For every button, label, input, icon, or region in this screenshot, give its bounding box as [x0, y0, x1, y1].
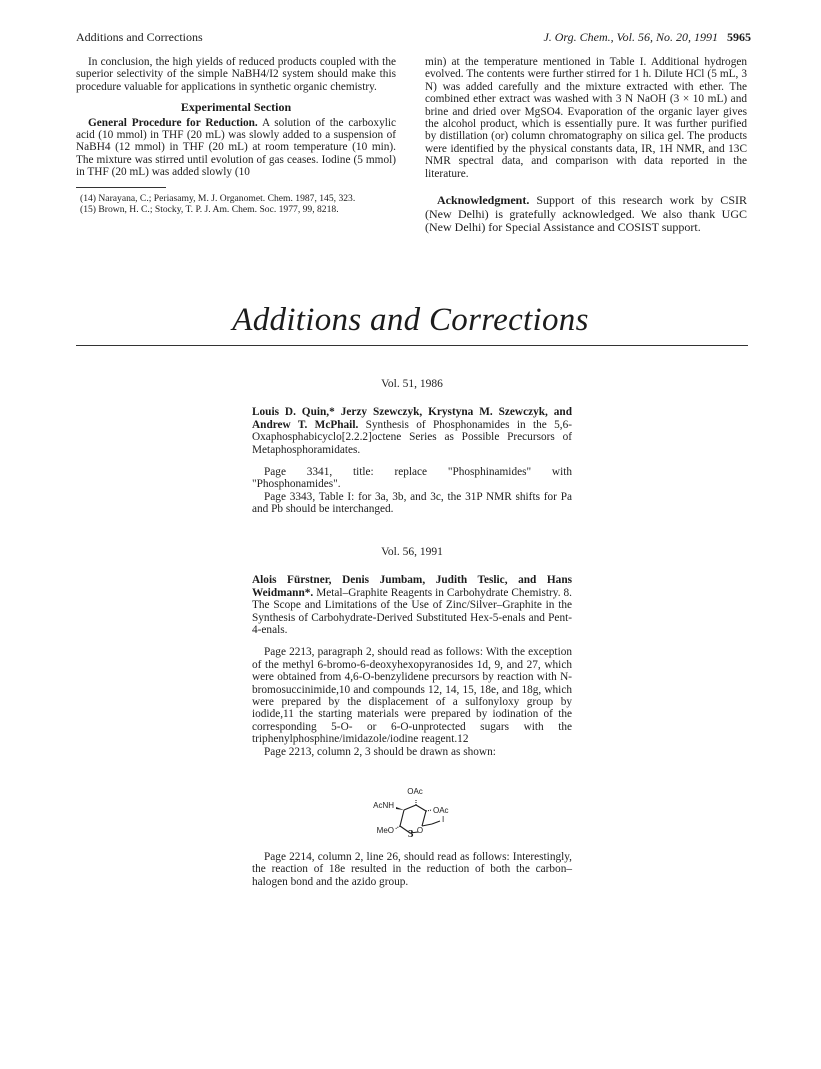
procedure-text: A solution of the carboxylic acid (10 mmol) in THF (20 mL) was slowly added to a suspension of NaBH4 (12 mmol) in THF (20 mL) at room temperature (10 min). The mixture was stirred until evolution of gas ceases. Iodine (5 mmol) in THF (20 mL) was added slowly (10 [76, 116, 397, 179]
ring-oxygen-label: O [416, 826, 424, 835]
volume-heading: Vol. 56, 1991 [381, 546, 443, 558]
correction-entry [252, 378, 572, 516]
right-column [425, 56, 747, 235]
correction-text: Page 2214, column 2, line 26, should read as follows: Interestingly, the reaction of 18e resulted in the reduction of both the carbon–halogen bond and the azido group. [252, 851, 572, 888]
substituent-label: OAc [407, 787, 423, 796]
wedge-bond [396, 807, 404, 810]
title-rule [76, 345, 748, 346]
procedure-continuation: min) at the temperature mentioned in Table I. Additional hydrogen evolved. The contents were further stirred for 1 h. Dilute HCl (5 mL, 3 N) was added carefully and the mixture extracted with ether. The combined ether extract was washed with 3 N NaOH (3 × 10 mL) and brine and dried over MgSO4. Evaporation of the organic layer gives the alcohol product, which is essentially pure. It was further purified by distillation (or) column chromatography on silica gel. The products were identified by the physical constants data, IR, 1H NMR, and 13C NMR spectral data, and comparison with data reported in the literature. [425, 56, 747, 180]
citation-paragraph [252, 406, 572, 456]
correction-text: Page 2213, paragraph 2, should read as follows: With the exception of the methyl 6-bromo-6-deoxyhexopyranosides 1d, 9, and 27, which were obtained from 4,6-O-benzylidene precursors by reaction with N-bromosuccinimide,10 and compounds 12, 14, 15, 18e, and 18g, which were prepared by the displacement of a sulfonyloxy group by iodide,11 the starting materials were prepared by iodination of the corresponding 5-O- or 6-O-unprotected sugars with the triphenylphosphine/imidazole/iodine reagent.12 [252, 646, 572, 746]
left-column [76, 56, 396, 215]
article-title: Synthesis of Phosphonamides in the 5,6-Oxaphosphabicyclo[2.2.2]octene Series as Possible Precursors of Metaphosphoramidates. [252, 418, 572, 456]
correction-entry-continued [252, 851, 572, 888]
substituent-label: OAc [433, 806, 449, 815]
citation-paragraph [252, 574, 572, 636]
acknowledgment-text: Support of this research work by CSIR (New Delhi) is gratefully acknowledged. We also thank UGC (New Delhi) for Special Assistance and COSIST support. [425, 193, 747, 235]
corrections-title: Additions and Corrections [232, 302, 589, 338]
correction-text: Page 2213, column 2, 3 should be drawn as shown: [264, 745, 496, 758]
footnote-rule [76, 187, 166, 188]
acknowledgment-run-in: Acknowledgment. [437, 193, 530, 208]
footnote: (14) Narayana, C.; Periasamy, M. J. Organomet. Chem. 1987, 145, 323. [80, 192, 356, 204]
compound-number: 3 [408, 828, 414, 840]
correction-text: Page 3341, title: replace "Phosphinamides" with "Phosphonamides". [252, 466, 572, 491]
authors: Louis D. Quin,* Jerzy Szewczyk, Krystyna M. Szewczyk, and Andrew T. McPhail. [252, 406, 572, 431]
correction-entry [252, 546, 572, 758]
procedure-paragraph [76, 117, 396, 179]
volume-heading: Vol. 51, 1986 [381, 378, 443, 390]
running-header-left: Additions and Corrections [76, 30, 203, 44]
authors: Alois Fürstner, Denis Jumbam, Judith Teslic, and Hans Weidmann*. [252, 574, 572, 599]
journal-citation: J. Org. Chem., Vol. 56, No. 20, 1991 [543, 30, 718, 44]
running-header-right [543, 30, 751, 45]
page-number: 5965 [727, 30, 751, 44]
article-title: Metal–Graphite Reagents in Carbohydrate Chemistry. 8. The Scope and Limitations of the Use of Zinc/Silver–Graphite in the Synthesis of Carbohydrate-Derived Substituted Hex-5-enals and Pent-4-enals. [252, 586, 573, 637]
acknowledgment-paragraph [425, 194, 747, 235]
chemical-structure [360, 787, 470, 848]
footnote: (15) Brown, H. C.; Stocky, T. P. J. Am. Chem. Soc. 1977, 99, 8218. [80, 203, 339, 215]
correction-text: Page 3343, Table I: for 3a, 3b, and 3c, the 31P NMR shifts for Pa and Pb should be interchanged. [252, 490, 572, 516]
substituent-label: I [442, 815, 445, 824]
procedure-run-in: General Procedure for Reduction. [88, 116, 258, 129]
substituent-label: AcNH [373, 801, 394, 810]
section-title: Experimental Section [180, 100, 292, 115]
conclusion-paragraph: In conclusion, the high yields of reduced products coupled with the superior selectivity of the simple NaBH4/I2 system should make this procedure valuable for applications in synthetic organic chemistry. [76, 56, 396, 93]
substituent-label: MeO [376, 826, 394, 835]
